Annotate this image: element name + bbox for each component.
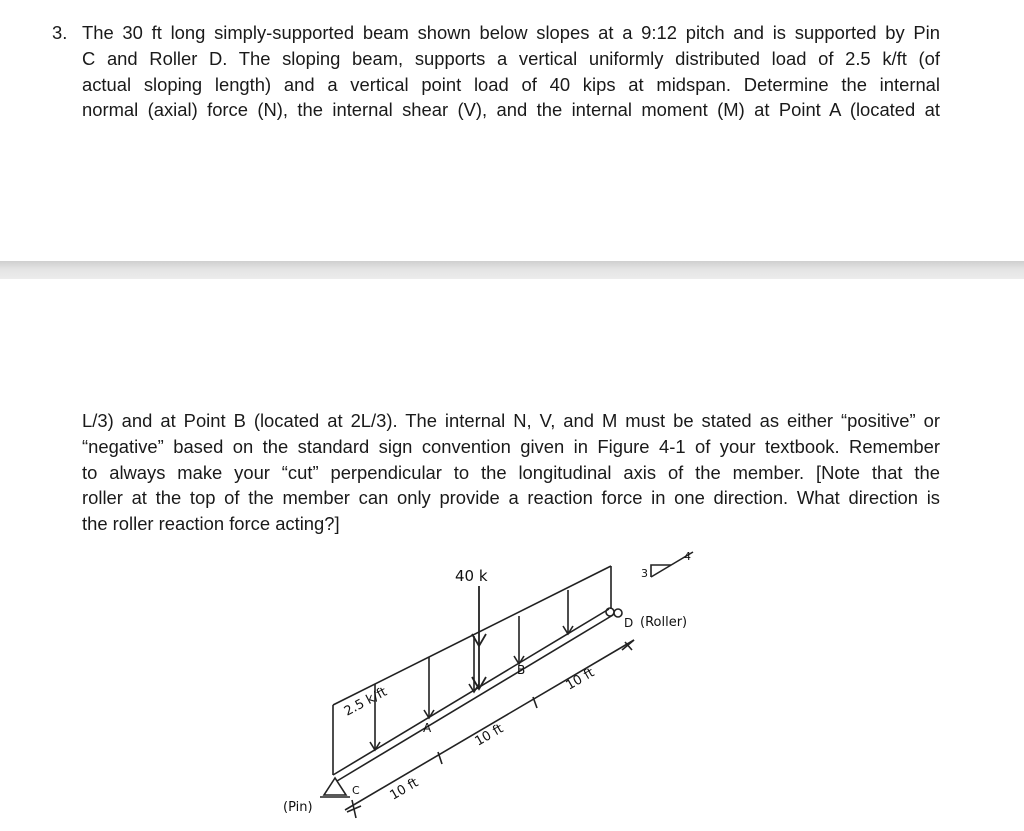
point-b-label: B [517,663,526,677]
pin-support [324,778,346,795]
segment-3-label: 10 ft [563,665,598,694]
point-load-label: 40 k [455,567,488,585]
dist-load-label: 2.5 k/ft [341,684,390,720]
slope-rise-label: 3 [641,567,648,580]
text-line: “negative” based on the standard sign convention given in Figure 4-1 of your textbook. Remember [82,435,940,457]
roller-label: (Roller) [640,615,688,630]
problem-number: 3. [52,22,68,43]
text-line: roller at the top of the member can only provide a reaction force in one direction. What direction is [82,487,940,509]
pin-label: (Pin) [283,800,313,815]
text-line: L/3) and at Point B (located at 2L/3). The internal N, V, and M must be stated as either “positive” or [82,410,940,431]
segment-1-label: 10 ft [387,775,422,804]
point-c-label: C [352,784,360,797]
roller-support [606,608,614,616]
point-d-label: D [624,616,634,630]
text-line: to always make your “cut” perpendicular to the longitudinal axis of the member. [Note that the [82,461,940,483]
text-line: The 30 ft long simply-supported beam shown below slopes at a 9:12 pitch and is supported by Pin [82,22,940,43]
text-line: C and Roller D. The sloping beam, supports a vertical uniformly distributed load of 2.5 k/ft (of [82,47,940,69]
segment-2-label: 10 ft [472,721,507,750]
dimension-line [345,640,634,810]
text-line: actual sloping length) and a vertical point load of 40 kips at midspan. Determine the internal [82,73,940,95]
text-line: the roller reaction force acting?] [82,513,340,535]
text-line: normal (axial) force (N), the internal shear (V), and the internal moment (M) at Point A (located at [82,99,940,121]
slope-run-label: 4 [684,550,691,563]
point-a-label: A [423,721,432,735]
